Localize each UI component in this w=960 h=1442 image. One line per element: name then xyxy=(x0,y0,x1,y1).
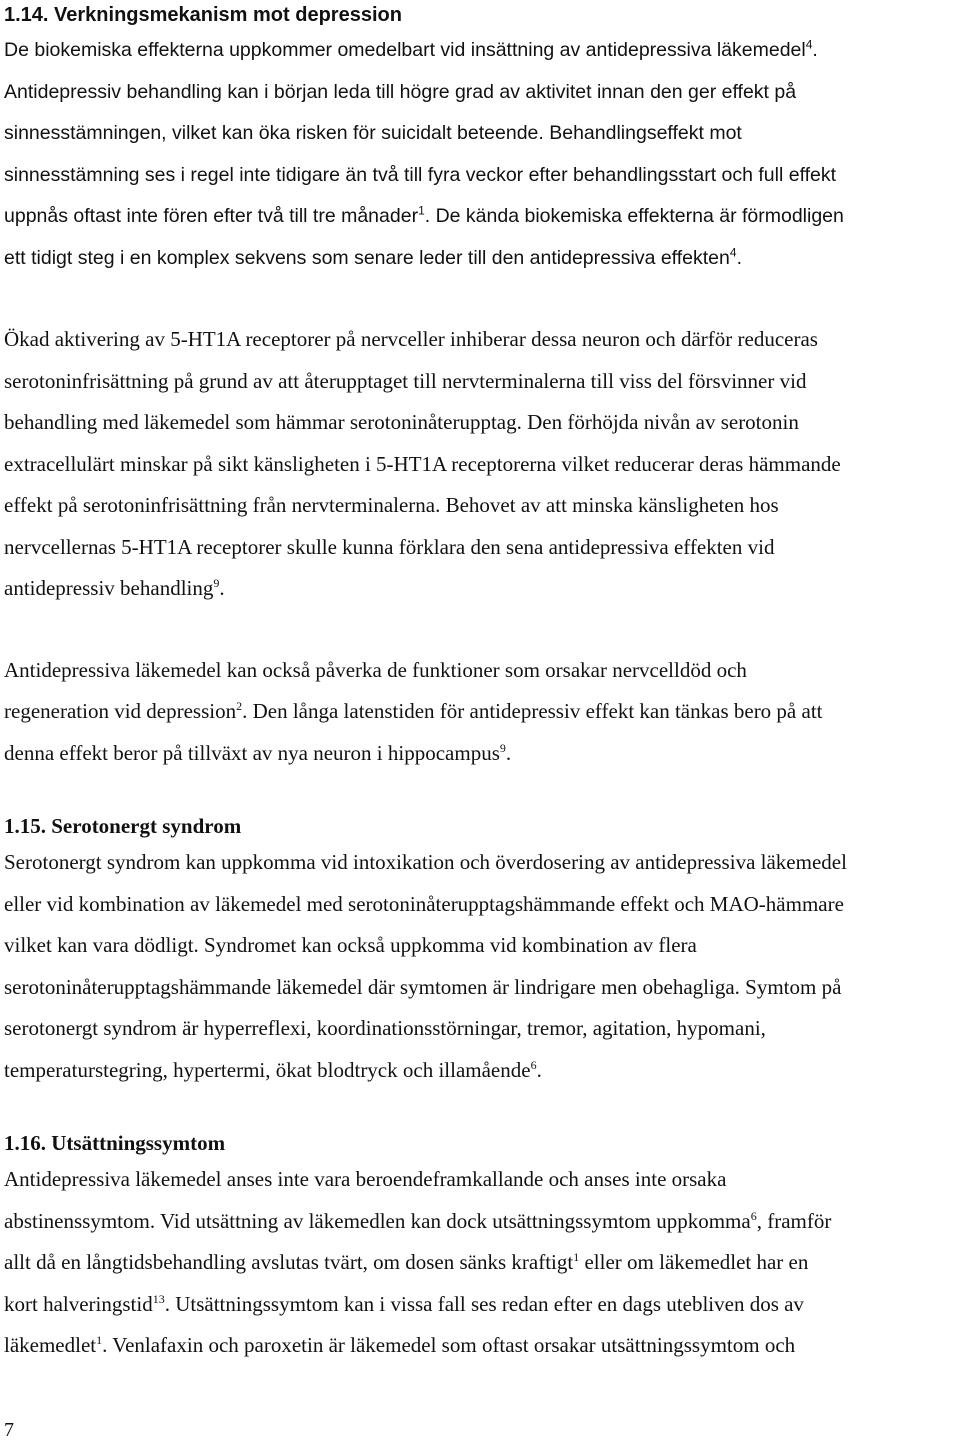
text-line xyxy=(4,238,956,280)
text-segment: , framför xyxy=(756,1208,832,1233)
text-segment: ett tidigt steg i en komplex sekvens som senare leder till den antidepressiva effekten xyxy=(4,246,730,269)
text-line xyxy=(4,30,956,72)
text-line: Antidepressiv behandling kan i början leda till högre grad av aktivitet innan den ger effekt på xyxy=(4,80,797,103)
text-line xyxy=(4,1201,956,1243)
spacer xyxy=(4,1091,956,1127)
text-segment: läkemedlet xyxy=(4,1333,97,1357)
text-line: extracellulärt minskar på sikt känsligheten i 5-HT1A receptorerna vilket reducerar deras hämmande xyxy=(4,451,841,476)
text-line: serotoninåterupptagshämmande läkemedel där symtomen är lindrigare men obehagliga. Symtom på xyxy=(4,974,842,999)
text-segment: . xyxy=(505,740,512,765)
text-segment: kort halveringstid xyxy=(4,1291,153,1316)
section-heading-1-15: 1.15. Serotonergt syndrom xyxy=(4,814,242,838)
text-segment: regeneration vid depression xyxy=(4,699,237,723)
citation-superscript: 4 xyxy=(729,245,737,259)
text-line: eller vid kombination av läkemedel med serotoninåterupptagshämmande effekt och MAO-hämmare xyxy=(4,891,844,916)
text-line xyxy=(4,1242,956,1284)
citation-superscript: 4 xyxy=(805,37,813,52)
text-line: Antidepressiva läkemedel anses inte vara beroendeframkallande och anses inte orsaka xyxy=(4,1167,727,1191)
text-segment: eller om läkemedlet har en xyxy=(579,1250,809,1274)
section-heading-1-16: 1.16. Utsättningssymtom xyxy=(4,1131,226,1155)
paragraph-withdrawal-symptoms xyxy=(4,1159,956,1367)
text-segment: . Den långa latenstiden för antidepressiv effekt kan tänkas bero på att xyxy=(242,699,823,723)
text-segment: . xyxy=(812,39,818,61)
text-line: behandling med läkemedel som hämmar serotoninåterupptag. Den förhöjda nivån av serotonin xyxy=(4,410,799,434)
text-segment: . xyxy=(736,246,742,269)
text-line: effekt på serotoninfrisättning från nervterminalerna. Behovet av att minska känsligheten hos xyxy=(4,493,779,517)
citation-superscript: 6 xyxy=(750,1208,757,1223)
spacer xyxy=(4,774,956,810)
document-page xyxy=(4,0,956,1367)
text-line: Ökad aktivering av 5-HT1A receptorer på nervceller inhiberar dessa neuron och därför reduceras xyxy=(4,327,818,351)
citation-superscript: 2 xyxy=(236,699,243,713)
text-segment: . xyxy=(219,576,225,600)
paragraph-5ht1a-receptors xyxy=(4,319,956,610)
text-line xyxy=(4,568,956,610)
text-segment: . De kända biokemiska effekterna är förmodligen xyxy=(424,205,844,227)
text-line: serotonergt syndrom är hyperreflexi, koordinationsstörningar, tremor, agitation, hypomani, xyxy=(4,1016,766,1040)
text-line xyxy=(4,1050,956,1092)
text-line: vilket kan vara dödligt. Syndromet kan också uppkomma vid kombination av flera xyxy=(4,933,697,957)
text-segment: abstinenssymtom. Vid utsättning av läkemedlen kan dock utsättningssymtom uppkomma xyxy=(4,1208,751,1233)
text-segment: . Venlafaxin och paroxetin är läkemedel som oftast orsakar utsättningssymtom och xyxy=(102,1333,796,1357)
text-segment: allt då en långtidsbehandling avslutas tvärt, om dosen sänks kraftigt xyxy=(4,1250,574,1274)
citation-superscript: 1 xyxy=(573,1250,580,1264)
page-number: 7 xyxy=(4,1419,14,1441)
text-line: serotoninfrisättning på grund av att återupptaget till nervterminalerna till viss del försvinner vid xyxy=(4,368,807,393)
text-segment: uppnås oftast inte fören efter två till tre månader xyxy=(4,205,419,227)
text-line xyxy=(4,733,956,775)
text-line xyxy=(4,196,956,238)
spacer xyxy=(4,279,956,319)
text-segment: denna effekt beror på tillväxt av nya neuron i hippocampus xyxy=(4,740,500,765)
text-segment: antidepressiv behandling xyxy=(4,576,214,600)
text-line: nervcellernas 5-HT1A receptorer skulle kunna förklara den sena antidepressiva effekten vid xyxy=(4,534,775,559)
paragraph-neurogenesis xyxy=(4,650,956,775)
section-heading-1-14: 1.14. Verkningsmekanism mot depression xyxy=(4,4,402,26)
text-line xyxy=(4,113,956,155)
text-line: sinnesstämning ses i regel inte tidigare än två till fyra veckor efter behandlingsstart och full effekt xyxy=(4,163,837,186)
paragraph-mechanism-intro xyxy=(4,30,956,279)
paragraph-serotonin-syndrome xyxy=(4,842,956,1091)
text-line: Antidepressiva läkemedel kan också påverka de funktioner som orsakar nervcelldöd och xyxy=(4,657,747,682)
text-line xyxy=(4,691,956,733)
citation-superscript: 6 xyxy=(530,1057,537,1072)
text-segment: temperaturstegring, hypertermi, ökat blodtryck och illamående xyxy=(4,1057,531,1082)
spacer xyxy=(4,610,956,650)
text-segment: Behandlingseffekt mot xyxy=(543,122,742,144)
citation-superscript: 9 xyxy=(499,740,506,755)
text-segment: . Utsättningssymtom kan i vissa fall ses redan efter en dags utebliven dos av xyxy=(164,1291,804,1316)
text-line xyxy=(4,1325,956,1367)
citation-superscript: 1 xyxy=(418,203,425,218)
text-line: Serotonergt syndrom kan uppkomma vid intoxikation och överdosering av antidepressiva läkemedel xyxy=(4,850,847,874)
text-segment: . xyxy=(536,1057,542,1082)
text-line xyxy=(4,1284,956,1326)
citation-superscript: 9 xyxy=(213,576,220,590)
citation-superscript: 1 xyxy=(96,1333,103,1347)
text-segment: sinnesstämningen, vilket kan öka risken för suicidalt beteende. xyxy=(4,122,544,144)
citation-superscript: 13 xyxy=(152,1291,165,1306)
text-segment: De biokemiska effekterna uppkommer omedelbart vid insättning av antidepressiva läkemedel xyxy=(4,39,806,61)
